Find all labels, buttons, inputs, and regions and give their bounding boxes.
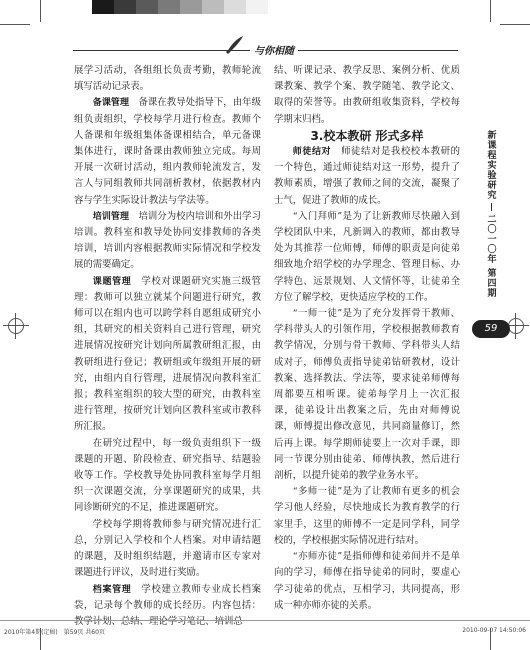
crop-mark	[500, 24, 530, 25]
color-swatch	[246, 0, 268, 14]
paragraph: 学校每学期将教师参与研究情况进行汇总，分别记入学校和个人档案。对申请结题的课题，及时组织结题，并邀请市区专家对课题进行评议，及时进行奖励。	[74, 518, 261, 579]
paragraph-label: 师徒结对	[292, 147, 332, 158]
paragraph: 展学习活动，各组组长负责考勤，教师轮流填写活动记录表。	[74, 65, 261, 93]
color-swatch	[114, 0, 136, 14]
paragraph: “一师一徒”是为了充分发挥骨干教师、学科带头人的引领作用，学校根据教师教育教学情况，分别与骨干教师、学科带头人结成对子，师傅负责指导徒弟钻研教材，设计教案、选择教法、学法等，要求徒弟师傅每周都要互相听课。徒弟每学月上一次汇报课，徒弟设计出教案之后，先由对师傅说课，师傅提出修改意见，共同商量修订，然后再上课。每学期师徒要上一次对手课，即同一节课分别由徒弟、师傅执教，然后进行剖析，以提升徒弟的教学业务水平。	[274, 308, 460, 482]
paragraph: “亦师亦徒”是指师傅和徒弟间并不是单向的学习，师傅在指导徒弟的同时，要虚心学习徒弟的优点，互相学习，共同提高，形成一种亦师亦徒的关系。	[274, 551, 460, 611]
crop-mark	[40, 0, 41, 22]
paragraph: “多师一徒”是为了让教师有更多的机会学习他人经验，尽快地成长为教育教学的行家里手，这里的师傅不一定是同学科，同学校的，学校根据实际情况进行结对。	[274, 486, 460, 546]
crop-mark	[490, 0, 491, 22]
right-column	[274, 63, 460, 614]
sidebar-divider	[491, 203, 492, 211]
footer-left: 2010年第4期(定稿) 第59页 共60页	[4, 629, 105, 636]
paragraph-label: 档案管理	[92, 584, 132, 595]
paragraph: “入门拜师”是为了让新教师尽快融入到学校团队中来，凡新调入的教师，都由教导处为其推荐一位师傅，师傅的职责是向徒弟细致地介绍学校的办学理念、管理目标、办学特色、远景规划、人文情怀等，让徒弟全方位了解学校，更快适应学校的工作。	[274, 210, 460, 303]
section-title: 与你相随	[250, 42, 298, 57]
paragraph-text: 学校建立教师专业成长档案袋，记录每个教师的成长经历。内容包括：教学计划、总结、理论学习笔记、培训总	[74, 583, 261, 627]
journal-sidebar	[478, 130, 504, 298]
paragraph-label: 培训管理	[92, 211, 130, 222]
paragraph	[74, 209, 261, 274]
paragraph-text: 备课在教导处指导下，由年级组负责组织，学校每学月进行检查。教师个人备课和年级组集体备课相结合，单元备课集体进行，课时备课由教师独立完成。每周开展一次研讨活动，组内教师轮流发言，发言人与同组教师共同剖析教材，依据教材内容与学生实际设计教法与学法等。	[74, 97, 261, 206]
section-heading: 3.校本教研 形式多样	[310, 128, 424, 143]
page-number: 59	[472, 320, 510, 338]
paragraph: 在研究过程中，每一级负责组织下一级课题的开题、阶段检查、研究指导、结题验收等工作。学校教导处协同教科室每学月组织一次课题交流，分享课题研究的成果，共同诊断研究的不足，推进课题研究。	[74, 437, 261, 514]
color-swatch	[136, 0, 158, 14]
paragraph: 结、听课记录、教学反思、案例分析、优质课教案、教学个案、教学随笔、教学论文、取得的荣誉等。由教研组收集资料，学校每学期末归档。	[274, 65, 460, 125]
paragraph-text: 师徒结对是我校校本教研的一个特色，通过师徒结对这一形势，提升了教师素质，增强了教师之间的交流，凝聚了士气，促进了教师的成长。	[274, 146, 460, 206]
color-swatch	[180, 0, 202, 14]
paragraph-text: 学校对课题研究实施三级管理：教师可以独立就某个问题进行研究，教师可以在组内也可以跨学科自愿组成研究小组，其研究的相关资料自己进行管理，研究进展情况按研究计划向所属教研组汇报，由教研组进行登记；教研组或年级组开展的研究，由组内自行管理，进展情况向教科室汇报；教科室组织的较大型的研究，由教科室进行管理，按研究计划向区教科室或市教科所汇报。	[74, 275, 261, 433]
color-swatch	[202, 0, 224, 14]
journal-issue: 二〇一〇年 第四期	[485, 214, 496, 299]
paragraph-text: 培训分为校内培训和外出学习培训。教科室和教导处协同安排教师的各类培训，培训内容根据教师实际情况和学校发展的需要确定。	[74, 210, 261, 271]
registration-mark	[8, 318, 24, 334]
left-column	[74, 63, 261, 630]
paragraph	[274, 144, 460, 209]
footer-right: 2010-09-07 14:50:06	[462, 627, 526, 634]
color-swatch	[224, 0, 246, 14]
paragraph-label: 备课管理	[92, 98, 130, 109]
color-swatch	[158, 0, 180, 14]
color-swatch	[92, 0, 114, 14]
registration-mark	[508, 318, 524, 334]
paragraph	[74, 582, 261, 631]
brush-icon	[224, 33, 246, 55]
crop-mark	[0, 24, 30, 25]
footer-rule	[0, 620, 530, 621]
paragraph-label: 课题管理	[92, 276, 132, 287]
paragraph	[74, 274, 261, 436]
color-calibration-bar	[92, 0, 268, 14]
paragraph	[74, 95, 261, 208]
journal-name: 新课程实验研究	[485, 130, 496, 200]
